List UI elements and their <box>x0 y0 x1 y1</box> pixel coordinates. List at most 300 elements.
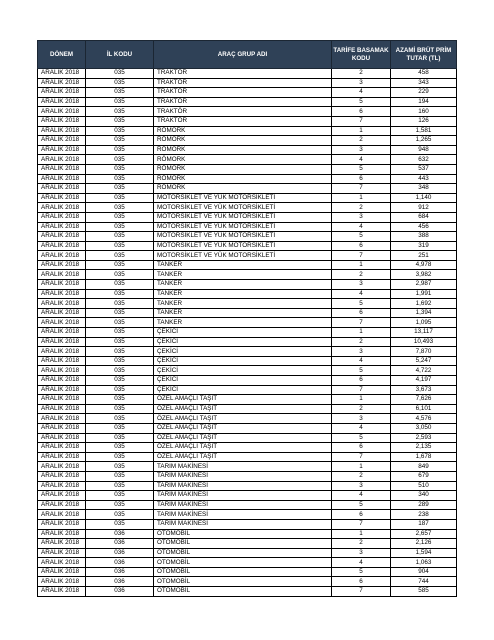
il-kodu-cell: 035 <box>86 328 154 338</box>
prim-tutar-cell: 10,493 <box>391 337 457 347</box>
tarife-basamak-cell: 4 <box>332 423 391 433</box>
arac-grup-cell: TANKER <box>154 280 332 290</box>
arac-grup-cell: TANKER <box>154 318 332 328</box>
il-kodu-cell: 035 <box>86 433 154 443</box>
prim-tutar-cell: 632 <box>391 155 457 165</box>
tarife-basamak-cell: 3 <box>332 481 391 491</box>
tarife-basamak-cell: 1 <box>332 193 391 203</box>
prim-tutar-cell: 251 <box>391 251 457 261</box>
tarife-basamak-cell: 5 <box>332 567 391 577</box>
tarife-basamak-cell: 3 <box>332 145 391 155</box>
table-row <box>38 414 457 424</box>
il-kodu-cell: 035 <box>86 155 154 165</box>
donem-cell: ARALIK 2018 <box>38 145 86 155</box>
premium-table <box>37 40 457 597</box>
table-row <box>38 347 457 357</box>
donem-cell: ARALIK 2018 <box>38 318 86 328</box>
il-kodu-cell: 035 <box>86 337 154 347</box>
donem-cell: ARALIK 2018 <box>38 462 86 472</box>
arac-grup-cell: ÖZEL AMAÇLI TAŞIT <box>154 443 332 453</box>
arac-grup-cell: TANKER <box>154 270 332 280</box>
arac-grup-cell: RÖMORK <box>154 174 332 184</box>
tarife-basamak-cell: 1 <box>332 328 391 338</box>
prim-tutar-cell: 684 <box>391 212 457 222</box>
tarife-basamak-cell: 6 <box>332 308 391 318</box>
prim-tutar-cell: 2,593 <box>391 433 457 443</box>
il-kodu-cell: 035 <box>86 193 154 203</box>
table-row <box>38 241 457 251</box>
tarife-basamak-cell: 7 <box>332 184 391 194</box>
donem-cell: ARALIK 2018 <box>38 414 86 424</box>
table-row <box>38 423 457 433</box>
il-kodu-cell: 035 <box>86 241 154 251</box>
il-kodu-cell: 035 <box>86 270 154 280</box>
prim-tutar-cell: 948 <box>391 145 457 155</box>
arac-grup-cell: ÖZEL AMAÇLI TAŞIT <box>154 404 332 414</box>
tarife-basamak-cell: 2 <box>332 404 391 414</box>
donem-cell: ARALIK 2018 <box>38 404 86 414</box>
il-kodu-cell: 035 <box>86 519 154 529</box>
arac-grup-cell: MOTORSİKLET VE YÜK MOTORSİKLETİ <box>154 203 332 213</box>
header-il-kodu: İL KODU <box>86 41 154 69</box>
donem-cell: ARALIK 2018 <box>38 174 86 184</box>
donem-cell: ARALIK 2018 <box>38 69 86 79</box>
arac-grup-cell: ÖZEL AMAÇLI TAŞIT <box>154 423 332 433</box>
il-kodu-cell: 035 <box>86 356 154 366</box>
prim-tutar-cell: 4,197 <box>391 376 457 386</box>
arac-grup-cell: ÖZEL AMAÇLI TAŞIT <box>154 452 332 462</box>
donem-cell: ARALIK 2018 <box>38 241 86 251</box>
donem-cell: ARALIK 2018 <box>38 356 86 366</box>
il-kodu-cell: 035 <box>86 395 154 405</box>
donem-cell: ARALIK 2018 <box>38 299 86 309</box>
table-row <box>38 136 457 146</box>
donem-cell: ARALIK 2018 <box>38 510 86 520</box>
prim-tutar-cell: 3,673 <box>391 385 457 395</box>
donem-cell: ARALIK 2018 <box>38 577 86 587</box>
prim-tutar-cell: 289 <box>391 500 457 510</box>
table-row <box>38 567 457 577</box>
tarife-basamak-cell: 2 <box>332 203 391 213</box>
arac-grup-cell: TANKER <box>154 260 332 270</box>
prim-tutar-cell: 1,063 <box>391 558 457 568</box>
tarife-basamak-cell: 3 <box>332 78 391 88</box>
prim-tutar-cell: 458 <box>391 69 457 79</box>
arac-grup-cell: ÇEKİCİ <box>154 347 332 357</box>
arac-grup-cell: MOTORSİKLET VE YÜK MOTORSİKLETİ <box>154 241 332 251</box>
header-donem: DÖNEM <box>38 41 86 69</box>
table-row <box>38 97 457 107</box>
donem-cell: ARALIK 2018 <box>38 433 86 443</box>
tarife-basamak-cell: 2 <box>332 539 391 549</box>
arac-grup-cell: MOTORSİKLET VE YÜK MOTORSİKLETİ <box>154 232 332 242</box>
tarife-basamak-cell: 2 <box>332 471 391 481</box>
tarife-basamak-cell: 3 <box>332 548 391 558</box>
arac-grup-cell: TARIM MAKİNESİ <box>154 519 332 529</box>
table-row <box>38 78 457 88</box>
table-row <box>38 164 457 174</box>
donem-cell: ARALIK 2018 <box>38 126 86 136</box>
table-row <box>38 376 457 386</box>
donem-cell: ARALIK 2018 <box>38 529 86 539</box>
il-kodu-cell: 035 <box>86 69 154 79</box>
table-row <box>38 385 457 395</box>
donem-cell: ARALIK 2018 <box>38 164 86 174</box>
tarife-basamak-cell: 4 <box>332 558 391 568</box>
il-kodu-cell: 035 <box>86 308 154 318</box>
il-kodu-cell: 035 <box>86 423 154 433</box>
prim-tutar-cell: 537 <box>391 164 457 174</box>
table-row <box>38 519 457 529</box>
prim-tutar-cell: 13,117 <box>391 328 457 338</box>
tarife-basamak-cell: 5 <box>332 433 391 443</box>
table-row <box>38 145 457 155</box>
prim-tutar-cell: 7,626 <box>391 395 457 405</box>
il-kodu-cell: 036 <box>86 558 154 568</box>
prim-tutar-cell: 1,991 <box>391 289 457 299</box>
arac-grup-cell: ÇEKİCİ <box>154 376 332 386</box>
prim-tutar-cell: 510 <box>391 481 457 491</box>
tarife-basamak-cell: 3 <box>332 414 391 424</box>
table-row <box>38 222 457 232</box>
arac-grup-cell: TRAKTÖR <box>154 78 332 88</box>
tarife-basamak-cell: 7 <box>332 587 391 597</box>
prim-tutar-cell: 2,657 <box>391 529 457 539</box>
prim-tutar-cell: 3,982 <box>391 270 457 280</box>
donem-cell: ARALIK 2018 <box>38 260 86 270</box>
donem-cell: ARALIK 2018 <box>38 251 86 261</box>
table-row <box>38 270 457 280</box>
arac-grup-cell: OTOMOBİL <box>154 548 332 558</box>
table-row <box>38 203 457 213</box>
table-row <box>38 539 457 549</box>
prim-tutar-cell: 1,140 <box>391 193 457 203</box>
prim-tutar-cell: 348 <box>391 184 457 194</box>
prim-tutar-cell: 238 <box>391 510 457 520</box>
arac-grup-cell: TARIM MAKİNESİ <box>154 491 332 501</box>
table-row <box>38 548 457 558</box>
arac-grup-cell: RÖMORK <box>154 126 332 136</box>
prim-tutar-cell: 4,576 <box>391 414 457 424</box>
table-row <box>38 577 457 587</box>
il-kodu-cell: 036 <box>86 529 154 539</box>
table-row <box>38 481 457 491</box>
il-kodu-cell: 036 <box>86 587 154 597</box>
arac-grup-cell: ÇEKİCİ <box>154 328 332 338</box>
il-kodu-cell: 035 <box>86 260 154 270</box>
tarife-basamak-cell: 6 <box>332 510 391 520</box>
arac-grup-cell: TARIM MAKİNESİ <box>154 481 332 491</box>
il-kodu-cell: 035 <box>86 88 154 98</box>
table-row <box>38 356 457 366</box>
tarife-basamak-cell: 6 <box>332 107 391 117</box>
tarife-basamak-cell: 2 <box>332 136 391 146</box>
donem-cell: ARALIK 2018 <box>38 116 86 126</box>
arac-grup-cell: TANKER <box>154 299 332 309</box>
donem-cell: ARALIK 2018 <box>38 347 86 357</box>
tarife-basamak-cell: 5 <box>332 299 391 309</box>
table-row <box>38 289 457 299</box>
table-row <box>38 529 457 539</box>
donem-cell: ARALIK 2018 <box>38 193 86 203</box>
table-row <box>38 433 457 443</box>
prim-tutar-cell: 1,265 <box>391 136 457 146</box>
il-kodu-cell: 035 <box>86 251 154 261</box>
table-row <box>38 280 457 290</box>
prim-tutar-cell: 319 <box>391 241 457 251</box>
tarife-basamak-cell: 1 <box>332 126 391 136</box>
tarife-basamak-cell: 2 <box>332 69 391 79</box>
il-kodu-cell: 035 <box>86 222 154 232</box>
arac-grup-cell: OTOMOBİL <box>154 577 332 587</box>
donem-cell: ARALIK 2018 <box>38 184 86 194</box>
donem-cell: ARALIK 2018 <box>38 88 86 98</box>
arac-grup-cell: TRAKTÖR <box>154 107 332 117</box>
tarife-basamak-cell: 3 <box>332 347 391 357</box>
header-tarife-basamak-kodu: TARİFE BASAMAK KODU <box>332 41 391 69</box>
table-row <box>38 587 457 597</box>
il-kodu-cell: 035 <box>86 443 154 453</box>
donem-cell: ARALIK 2018 <box>38 280 86 290</box>
il-kodu-cell: 036 <box>86 548 154 558</box>
donem-cell: ARALIK 2018 <box>38 491 86 501</box>
prim-tutar-cell: 229 <box>391 88 457 98</box>
tarife-basamak-cell: 6 <box>332 376 391 386</box>
il-kodu-cell: 035 <box>86 385 154 395</box>
tarife-basamak-cell: 7 <box>332 116 391 126</box>
table-header-row <box>38 41 457 69</box>
prim-tutar-cell: 5,247 <box>391 356 457 366</box>
arac-grup-cell: RÖMORK <box>154 184 332 194</box>
tarife-basamak-cell: 6 <box>332 241 391 251</box>
donem-cell: ARALIK 2018 <box>38 548 86 558</box>
table-row <box>38 126 457 136</box>
donem-cell: ARALIK 2018 <box>38 395 86 405</box>
arac-grup-cell: ÖZEL AMAÇLI TAŞIT <box>154 433 332 443</box>
prim-tutar-cell: 849 <box>391 462 457 472</box>
il-kodu-cell: 036 <box>86 539 154 549</box>
arac-grup-cell: OTOMOBİL <box>154 529 332 539</box>
prim-tutar-cell: 4,978 <box>391 260 457 270</box>
table-row <box>38 328 457 338</box>
il-kodu-cell: 035 <box>86 500 154 510</box>
arac-grup-cell: OTOMOBİL <box>154 539 332 549</box>
il-kodu-cell: 035 <box>86 376 154 386</box>
table-row <box>38 500 457 510</box>
tarife-basamak-cell: 4 <box>332 289 391 299</box>
il-kodu-cell: 036 <box>86 577 154 587</box>
il-kodu-cell: 036 <box>86 567 154 577</box>
tarife-basamak-cell: 7 <box>332 251 391 261</box>
table-row <box>38 366 457 376</box>
table-row <box>38 107 457 117</box>
arac-grup-cell: ÇEKİCİ <box>154 366 332 376</box>
il-kodu-cell: 035 <box>86 366 154 376</box>
table-row <box>38 251 457 261</box>
donem-cell: ARALIK 2018 <box>38 567 86 577</box>
prim-tutar-cell: 126 <box>391 116 457 126</box>
arac-grup-cell: TARIM MAKİNESİ <box>154 462 332 472</box>
table-row <box>38 491 457 501</box>
prim-tutar-cell: 2,135 <box>391 443 457 453</box>
il-kodu-cell: 035 <box>86 116 154 126</box>
prim-tutar-cell: 7,870 <box>391 347 457 357</box>
table-row <box>38 232 457 242</box>
il-kodu-cell: 035 <box>86 107 154 117</box>
tarife-basamak-cell: 5 <box>332 232 391 242</box>
tarife-basamak-cell: 1 <box>332 529 391 539</box>
donem-cell: ARALIK 2018 <box>38 539 86 549</box>
table-row <box>38 404 457 414</box>
table-row <box>38 395 457 405</box>
arac-grup-cell: TARIM MAKİNESİ <box>154 500 332 510</box>
il-kodu-cell: 035 <box>86 280 154 290</box>
donem-cell: ARALIK 2018 <box>38 97 86 107</box>
il-kodu-cell: 035 <box>86 481 154 491</box>
arac-grup-cell: TANKER <box>154 308 332 318</box>
il-kodu-cell: 035 <box>86 203 154 213</box>
table-row <box>38 510 457 520</box>
table-row <box>38 174 457 184</box>
tarife-basamak-cell: 6 <box>332 577 391 587</box>
arac-grup-cell: ÇEKİCİ <box>154 337 332 347</box>
donem-cell: ARALIK 2018 <box>38 232 86 242</box>
tarife-basamak-cell: 4 <box>332 356 391 366</box>
il-kodu-cell: 035 <box>86 97 154 107</box>
arac-grup-cell: RÖMORK <box>154 164 332 174</box>
prim-tutar-cell: 1,581 <box>391 126 457 136</box>
il-kodu-cell: 035 <box>86 414 154 424</box>
il-kodu-cell: 035 <box>86 145 154 155</box>
tarife-basamak-cell: 7 <box>332 385 391 395</box>
arac-grup-cell: TRAKTÖR <box>154 116 332 126</box>
donem-cell: ARALIK 2018 <box>38 203 86 213</box>
donem-cell: ARALIK 2018 <box>38 423 86 433</box>
prim-tutar-cell: 388 <box>391 232 457 242</box>
table-row <box>38 318 457 328</box>
prim-tutar-cell: 4,722 <box>391 366 457 376</box>
il-kodu-cell: 035 <box>86 299 154 309</box>
il-kodu-cell: 035 <box>86 404 154 414</box>
prim-tutar-cell: 912 <box>391 203 457 213</box>
table-row <box>38 212 457 222</box>
donem-cell: ARALIK 2018 <box>38 385 86 395</box>
il-kodu-cell: 035 <box>86 347 154 357</box>
tarife-basamak-cell: 6 <box>332 443 391 453</box>
tarife-basamak-cell: 3 <box>332 280 391 290</box>
donem-cell: ARALIK 2018 <box>38 471 86 481</box>
arac-grup-cell: TRAKTÖR <box>154 88 332 98</box>
prim-tutar-cell: 1,678 <box>391 452 457 462</box>
donem-cell: ARALIK 2018 <box>38 155 86 165</box>
donem-cell: ARALIK 2018 <box>38 337 86 347</box>
tarife-basamak-cell: 5 <box>332 97 391 107</box>
il-kodu-cell: 035 <box>86 471 154 481</box>
donem-cell: ARALIK 2018 <box>38 366 86 376</box>
arac-grup-cell: ÇEKİCİ <box>154 356 332 366</box>
table-row <box>38 443 457 453</box>
prim-tutar-cell: 187 <box>391 519 457 529</box>
table-row <box>38 558 457 568</box>
prim-tutar-cell: 194 <box>391 97 457 107</box>
prim-tutar-cell: 1,394 <box>391 308 457 318</box>
table-row <box>38 337 457 347</box>
prim-tutar-cell: 2,126 <box>391 539 457 549</box>
donem-cell: ARALIK 2018 <box>38 587 86 597</box>
arac-grup-cell: MOTORSİKLET VE YÜK MOTORSİKLETİ <box>154 193 332 203</box>
tarife-basamak-cell: 7 <box>332 452 391 462</box>
arac-grup-cell: OTOMOBİL <box>154 558 332 568</box>
donem-cell: ARALIK 2018 <box>38 308 86 318</box>
table-row <box>38 155 457 165</box>
arac-grup-cell: ÖZEL AMAÇLI TAŞIT <box>154 395 332 405</box>
arac-grup-cell: ÖZEL AMAÇLI TAŞIT <box>154 414 332 424</box>
prim-tutar-cell: 160 <box>391 107 457 117</box>
tarife-basamak-cell: 5 <box>332 164 391 174</box>
il-kodu-cell: 035 <box>86 318 154 328</box>
arac-grup-cell: RÖMORK <box>154 155 332 165</box>
tarife-basamak-cell: 1 <box>332 395 391 405</box>
donem-cell: ARALIK 2018 <box>38 376 86 386</box>
arac-grup-cell: ÇEKİCİ <box>154 385 332 395</box>
prim-tutar-cell: 2,987 <box>391 280 457 290</box>
arac-grup-cell: OTOMOBİL <box>154 567 332 577</box>
tarife-basamak-cell: 3 <box>332 212 391 222</box>
arac-grup-cell: RÖMORK <box>154 136 332 146</box>
donem-cell: ARALIK 2018 <box>38 481 86 491</box>
prim-tutar-cell: 744 <box>391 577 457 587</box>
il-kodu-cell: 035 <box>86 184 154 194</box>
il-kodu-cell: 035 <box>86 136 154 146</box>
prim-tutar-cell: 904 <box>391 567 457 577</box>
table-row <box>38 184 457 194</box>
il-kodu-cell: 035 <box>86 232 154 242</box>
table-row <box>38 260 457 270</box>
arac-grup-cell: TARIM MAKİNESİ <box>154 510 332 520</box>
tarife-basamak-cell: 2 <box>332 270 391 280</box>
il-kodu-cell: 035 <box>86 289 154 299</box>
donem-cell: ARALIK 2018 <box>38 222 86 232</box>
table-body <box>38 69 457 597</box>
arac-grup-cell: MOTORSİKLET VE YÜK MOTORSİKLETİ <box>154 251 332 261</box>
il-kodu-cell: 035 <box>86 491 154 501</box>
tarife-basamak-cell: 4 <box>332 222 391 232</box>
tarife-basamak-cell: 1 <box>332 462 391 472</box>
table-row <box>38 471 457 481</box>
header-azami-brut-prim-tutar: AZAMİ BRÜT PRİM TUTAR (TL) <box>391 41 457 69</box>
prim-tutar-cell: 585 <box>391 587 457 597</box>
arac-grup-cell: TRAKTÖR <box>154 69 332 79</box>
donem-cell: ARALIK 2018 <box>38 78 86 88</box>
tarife-basamak-cell: 1 <box>332 260 391 270</box>
donem-cell: ARALIK 2018 <box>38 452 86 462</box>
tarife-basamak-cell: 4 <box>332 88 391 98</box>
tarife-basamak-cell: 5 <box>332 366 391 376</box>
table-row <box>38 116 457 126</box>
il-kodu-cell: 035 <box>86 174 154 184</box>
arac-grup-cell: TANKER <box>154 289 332 299</box>
prim-tutar-cell: 456 <box>391 222 457 232</box>
prim-tutar-cell: 1,095 <box>391 318 457 328</box>
table-row <box>38 452 457 462</box>
il-kodu-cell: 035 <box>86 78 154 88</box>
il-kodu-cell: 035 <box>86 164 154 174</box>
il-kodu-cell: 035 <box>86 510 154 520</box>
arac-grup-cell: RÖMORK <box>154 145 332 155</box>
donem-cell: ARALIK 2018 <box>38 136 86 146</box>
il-kodu-cell: 035 <box>86 126 154 136</box>
tarife-basamak-cell: 5 <box>332 500 391 510</box>
